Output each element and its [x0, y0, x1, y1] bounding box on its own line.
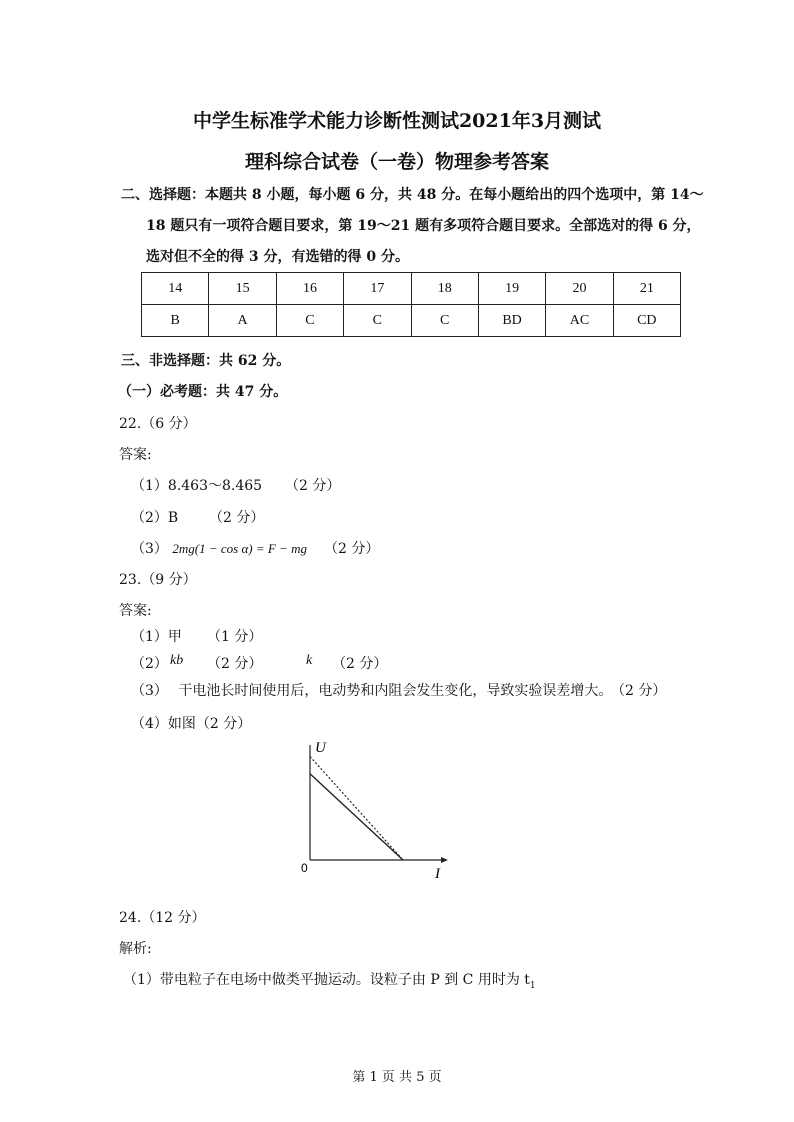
question-number-cell: 19: [478, 273, 545, 305]
q23-part4: （4）如图（2 分）: [131, 716, 252, 732]
q23-part2-number: （2）: [131, 656, 168, 672]
q23-part3-score: （2 分）: [611, 683, 667, 699]
answer-table: [141, 272, 681, 337]
answer-cell: B: [142, 305, 209, 337]
i-axis-label: I: [435, 866, 440, 882]
answer-cell: CD: [613, 305, 680, 337]
q23-part2-score-b: （2 分）: [332, 656, 388, 672]
q22-part3-score: （2 分）: [324, 541, 380, 557]
page-subtitle: 理科综合试卷（一卷）物理参考答案: [244, 151, 549, 173]
q24-part1: [123, 969, 536, 991]
subsection1-heading: （一）必考题：共 47 分。: [118, 384, 288, 400]
section2-line1: 二、选择题：本题共 8 小题，每小题 6 分，共 48 分。在每小题给出的四个选项中，第 14～: [121, 187, 704, 203]
question-number-cell: 21: [613, 273, 680, 305]
origin-label: 0: [301, 861, 308, 875]
question-number-cell: 14: [142, 273, 209, 305]
table-row: [142, 305, 681, 337]
answer-cell: AC: [546, 305, 613, 337]
q24-heading: 24.（12 分）: [119, 910, 206, 926]
q23-part1: [131, 626, 182, 646]
q23-part2-score-a: （2 分）: [207, 656, 263, 672]
part-answer: 甲: [167, 629, 182, 645]
part-text: （1）带电粒子在电场中做类平抛运动。设粒子由 P 到 C 用时为 t: [123, 972, 530, 988]
answer-cell: A: [209, 305, 276, 337]
question-number-cell: 16: [276, 273, 343, 305]
q23-part1-score: （1 分）: [207, 629, 263, 645]
part-answer: B: [167, 510, 179, 526]
dotted-line: [310, 757, 403, 861]
u-i-graph: [290, 735, 460, 885]
q22-heading: 22.（6 分）: [119, 416, 197, 432]
question-number-cell: 17: [344, 273, 411, 305]
section3-heading: 三、非选择题：共 62 分。: [121, 353, 291, 369]
page-footer: 第 1 页 共 5 页: [352, 1070, 442, 1085]
section2-line2: 18 题只有一项符合题目要求，第 19～21 题有多项符合题目要求。全部选对的得 6 分，: [146, 218, 701, 234]
answer-cell: C: [276, 305, 343, 337]
part-answer: 8.463～8.465: [167, 478, 263, 494]
q23-heading: 23.（9 分）: [119, 572, 197, 588]
part-number: （2）: [131, 510, 168, 526]
q22-part2: [131, 507, 178, 527]
question-number-cell: 15: [209, 273, 276, 305]
q22-part3: [131, 538, 307, 558]
part-number: （1）: [131, 478, 168, 494]
u-axis-label: U: [315, 740, 326, 756]
part-number: （3）: [131, 683, 168, 699]
i-axis-arrow: [441, 857, 448, 863]
q23-part2-answer-b: k: [306, 653, 313, 668]
question-number-cell: 18: [411, 273, 478, 305]
section2-line3: 选对但不全的得 3 分，有选错的得 0 分。: [146, 249, 409, 265]
page-title: 中学生标准学术能力诊断性测试2021年3月测试: [192, 110, 602, 132]
q22-answer-label: 答案:: [119, 447, 152, 463]
table-row: [142, 273, 681, 305]
answer-cell: C: [344, 305, 411, 337]
q23-part2-answer-a: kb: [170, 653, 184, 668]
answer-cell: BD: [478, 305, 545, 337]
q23-answer-label: 答案:: [119, 603, 152, 619]
subscript: 1: [529, 980, 536, 991]
q22-part2-score: （2 分）: [209, 510, 265, 526]
q22-part1-score: （2 分）: [285, 478, 341, 494]
q24-analysis-label: 解析:: [119, 941, 152, 957]
part-number: （3）: [131, 541, 168, 557]
solid-line: [310, 774, 403, 860]
q22-part1: [131, 475, 262, 495]
part-number: （1）: [131, 629, 168, 645]
formula: 2mg(1 − cos α) = F − mg: [172, 541, 307, 556]
answer-cell: C: [411, 305, 478, 337]
part-answer: 干电池长时间使用后，电动势和内阻会发生变化，导致实验误差增大。: [178, 683, 613, 699]
question-number-cell: 20: [546, 273, 613, 305]
q23-part3: [131, 680, 612, 700]
